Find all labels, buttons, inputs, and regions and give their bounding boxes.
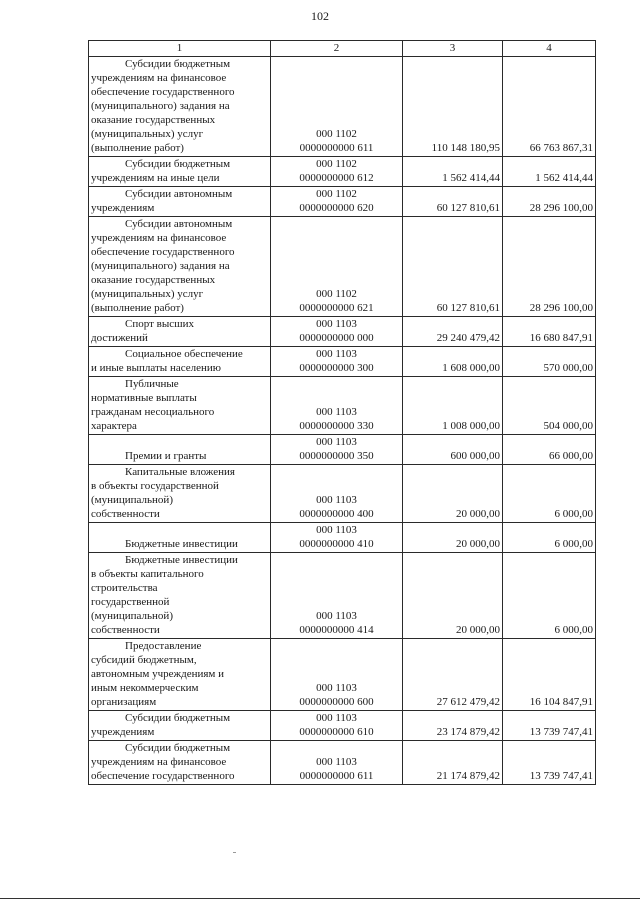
column-header: 1 [89, 41, 271, 57]
amount-col4-cell: 16 104 847,91 [503, 639, 596, 711]
amount-col3-cell: 60 127 810,61 [403, 217, 503, 317]
amount-col4-cell: 6 000,00 [503, 553, 596, 639]
budget-code-cell: 000 1102 0000000000 620 [271, 187, 403, 217]
amount-col3-cell: 20 000,00 [403, 465, 503, 523]
row-name-cell: Премии и гранты [89, 435, 271, 465]
row-name-cell: Капитальные вложения в объекты государственной (муниципальной) собственности [89, 465, 271, 523]
table-row [89, 347, 596, 377]
amount-col4-cell: 570 000,00 [503, 347, 596, 377]
amount-col3-cell: 27 612 479,42 [403, 639, 503, 711]
row-name-cell: Субсидии бюджетным учреждениям на иные цели [89, 157, 271, 187]
budget-code-cell: 000 1103 0000000000 400 [271, 465, 403, 523]
budget-table [88, 40, 596, 785]
amount-col4-cell: 66 000,00 [503, 435, 596, 465]
budget-code-cell: 000 1103 0000000000 600 [271, 639, 403, 711]
budget-code-cell: 000 1103 0000000000 330 [271, 377, 403, 435]
row-name-cell: Субсидии бюджетным учреждениям на финансовое обеспечение государственного (муниципального) задания на оказание государственных (муниципальных) услуг (выполнение работ) [89, 57, 271, 157]
amount-col3-cell: 1 562 414,44 [403, 157, 503, 187]
column-header: 3 [403, 41, 503, 57]
table-row [89, 157, 596, 187]
page-number: 102 [311, 9, 329, 23]
amount-col4-cell: 16 680 847,91 [503, 317, 596, 347]
table-row [89, 553, 596, 639]
amount-col4-cell: 28 296 100,00 [503, 217, 596, 317]
budget-code-cell: 000 1102 0000000000 621 [271, 217, 403, 317]
amount-col3-cell: 110 148 180,95 [403, 57, 503, 157]
row-name-cell: Субсидии бюджетным учреждениям на финансовое обеспечение государственного [89, 741, 271, 785]
amount-col3-cell: 20 000,00 [403, 523, 503, 553]
budget-code-cell: 000 1103 0000000000 611 [271, 741, 403, 785]
amount-col4-cell: 504 000,00 [503, 377, 596, 435]
row-name-cell: Субсидии автономным учреждениям на финансовое обеспечение государственного (муниципального) задания на оказание государственных (муниципальных) услуг (выполнение работ) [89, 217, 271, 317]
amount-col4-cell: 66 763 867,31 [503, 57, 596, 157]
table-row [89, 639, 596, 711]
page-bottom-edge [0, 898, 640, 899]
amount-col3-cell: 29 240 479,42 [403, 317, 503, 347]
column-header: 2 [271, 41, 403, 57]
row-name-cell: Субсидии бюджетным учреждениям [89, 711, 271, 741]
row-name-cell: Субсидии автономным учреждениям [89, 187, 271, 217]
amount-col3-cell: 1 008 000,00 [403, 377, 503, 435]
row-name-cell: Публичные нормативные выплаты гражданам несоциального характера [89, 377, 271, 435]
amount-col3-cell: 1 608 000,00 [403, 347, 503, 377]
budget-code-cell: 000 1103 0000000000 610 [271, 711, 403, 741]
budget-code-cell: 000 1103 0000000000 300 [271, 347, 403, 377]
amount-col3-cell: 60 127 810,61 [403, 187, 503, 217]
table-row [89, 435, 596, 465]
table-row [89, 465, 596, 523]
amount-col4-cell: 6 000,00 [503, 523, 596, 553]
table-row [89, 317, 596, 347]
table-row [89, 711, 596, 741]
amount-col3-cell: 21 174 879,42 [403, 741, 503, 785]
amount-col3-cell: 23 174 879,42 [403, 711, 503, 741]
budget-code-cell: 000 1103 0000000000 414 [271, 553, 403, 639]
budget-code-cell: 000 1103 0000000000 000 [271, 317, 403, 347]
row-name-cell: Социальное обеспечение и иные выплаты населению [89, 347, 271, 377]
table-row [89, 187, 596, 217]
table-row [89, 217, 596, 317]
table-row [89, 741, 596, 785]
amount-col4-cell: 13 739 747,41 [503, 711, 596, 741]
table-row [89, 57, 596, 157]
amount-col4-cell: 13 739 747,41 [503, 741, 596, 785]
amount-col3-cell: 600 000,00 [403, 435, 503, 465]
row-name-cell: Спорт высших достижений [89, 317, 271, 347]
table-row [89, 523, 596, 553]
row-name-cell: Предоставление субсидий бюджетным, автономным учреждениям и иным некоммерческим организациям [89, 639, 271, 711]
row-name-cell: Бюджетные инвестиции в объекты капитального строительства государственной (муниципальной) собственности [89, 553, 271, 639]
row-name-cell: Бюджетные инвестиции [89, 523, 271, 553]
amount-col4-cell: 6 000,00 [503, 465, 596, 523]
scan-artifact [233, 852, 236, 853]
column-header: 4 [503, 41, 596, 57]
amount-col3-cell: 20 000,00 [403, 553, 503, 639]
budget-code-cell: 000 1102 0000000000 612 [271, 157, 403, 187]
budget-code-cell: 000 1102 0000000000 611 [271, 57, 403, 157]
budget-code-cell: 000 1103 0000000000 350 [271, 435, 403, 465]
amount-col4-cell: 1 562 414,44 [503, 157, 596, 187]
header-row [89, 41, 596, 57]
table-row [89, 377, 596, 435]
amount-col4-cell: 28 296 100,00 [503, 187, 596, 217]
budget-code-cell: 000 1103 0000000000 410 [271, 523, 403, 553]
